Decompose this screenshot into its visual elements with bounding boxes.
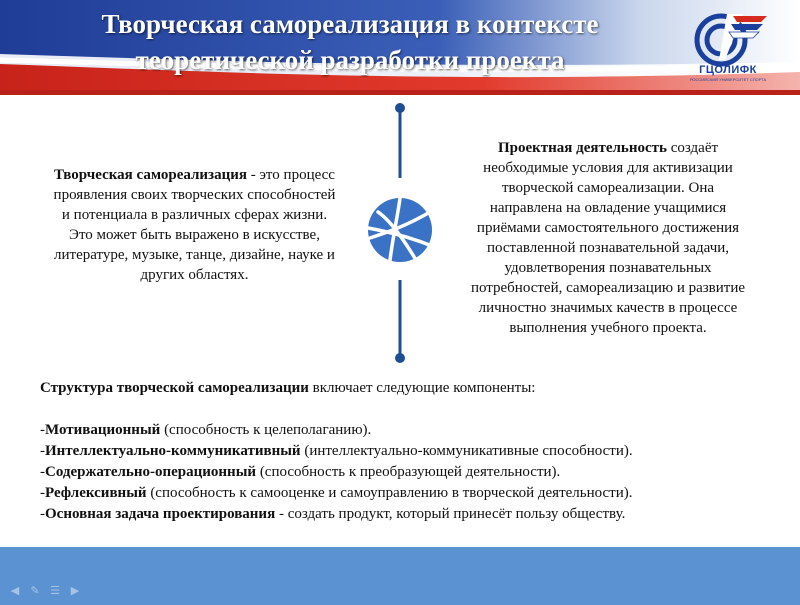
right-line-9: выполнения учебного проекта.: [509, 320, 707, 336]
left-line-3: Это может быть выражено в искусстве,: [69, 227, 320, 243]
left-line-2: и потенциала в различных сферах жизни.: [61, 207, 328, 223]
header-banner: [0, 0, 800, 95]
item-term: Содержательно-операционный: [45, 464, 257, 480]
item-text: (способность к целеполаганию).: [160, 422, 372, 438]
title-line-2: теоретической разработки проекта: [135, 45, 565, 75]
item-term: Мотивационный: [45, 422, 161, 438]
item-prefix: -: [40, 443, 45, 459]
connector-top-dot: [395, 103, 405, 113]
slideshow-toolbar: [8, 585, 82, 597]
structure-item: [40, 504, 780, 525]
left-line-1: проявления своих творческих способностей: [53, 187, 336, 203]
item-text: (способность к самооценке и самоуправлению в творческой деятельности).: [146, 485, 633, 501]
structure-section: [40, 378, 780, 525]
structure-item: [40, 420, 780, 441]
structure-item: [40, 462, 780, 483]
right-line-7: потребностей, самореализацию и развитие: [470, 280, 746, 296]
right-definition: [438, 138, 778, 338]
structure-intro-rest: включает следующие компоненты:: [308, 380, 536, 396]
structure-item: [40, 441, 780, 462]
logo-text: ГЦОЛИФК: [699, 64, 757, 76]
structure-intro-term: Структура творческой самореализации: [40, 380, 309, 396]
right-line-3: направлена на овладение учащимися: [489, 200, 727, 216]
pen-icon[interactable]: ✎: [30, 584, 40, 597]
right-line-6: удовлетворения познавательных: [504, 260, 712, 276]
item-term: Основная задача проектирования: [45, 506, 276, 522]
logo-subtext: РОССИЙСКИЙ УНИВЕРСИТЕТ СПОРТА: [689, 77, 767, 82]
right-line-8: личностно значимых качеств в процессе: [478, 300, 738, 316]
item-term: Интеллектуально-коммуникативный: [45, 443, 301, 459]
item-prefix: -: [40, 422, 45, 438]
item-prefix: -: [40, 506, 45, 522]
right-line-4: приёмами самостоятельного достижения: [476, 220, 740, 236]
center-connector: [360, 100, 440, 370]
right-line-0: создаёт: [666, 140, 719, 156]
right-line-2: творческой самореализации. Она: [501, 180, 714, 196]
arrow-left-icon[interactable]: ◀: [10, 584, 20, 597]
title-line-1: Творческая самореализация в контексте: [101, 9, 599, 39]
item-text: (интеллектуально-коммуникативные способности).: [300, 443, 633, 459]
left-definition: [22, 165, 367, 285]
item-term: Рефлексивный: [45, 485, 147, 501]
item-text: (способность к преобразующей деятельности).: [256, 464, 561, 480]
menu-icon[interactable]: ☰: [50, 584, 60, 597]
right-term: Проектная деятельность: [497, 140, 667, 156]
connector-bottom-dot: [395, 353, 405, 363]
item-prefix: -: [40, 464, 45, 480]
footer-band: [0, 547, 800, 605]
left-line-4: литературе, музыке, танце, дизайне, науке и: [54, 247, 335, 263]
left-line-0: - это процесс: [247, 167, 335, 183]
left-term: Творческая самореализация: [54, 167, 247, 183]
item-text: - создать продукт, который принесёт пользу обществу.: [275, 506, 626, 522]
structure-intro: [40, 378, 780, 399]
left-line-5: других областях.: [140, 267, 249, 283]
right-line-5: поставленной познавательной задачи,: [486, 240, 730, 256]
arrow-right-icon[interactable]: ▶: [70, 584, 80, 597]
network-circle-icon: [368, 198, 432, 262]
page-title: [40, 6, 660, 78]
item-prefix: -: [40, 485, 45, 501]
right-line-1: необходимые условия для активизации: [483, 160, 733, 176]
structure-item: [40, 483, 780, 504]
